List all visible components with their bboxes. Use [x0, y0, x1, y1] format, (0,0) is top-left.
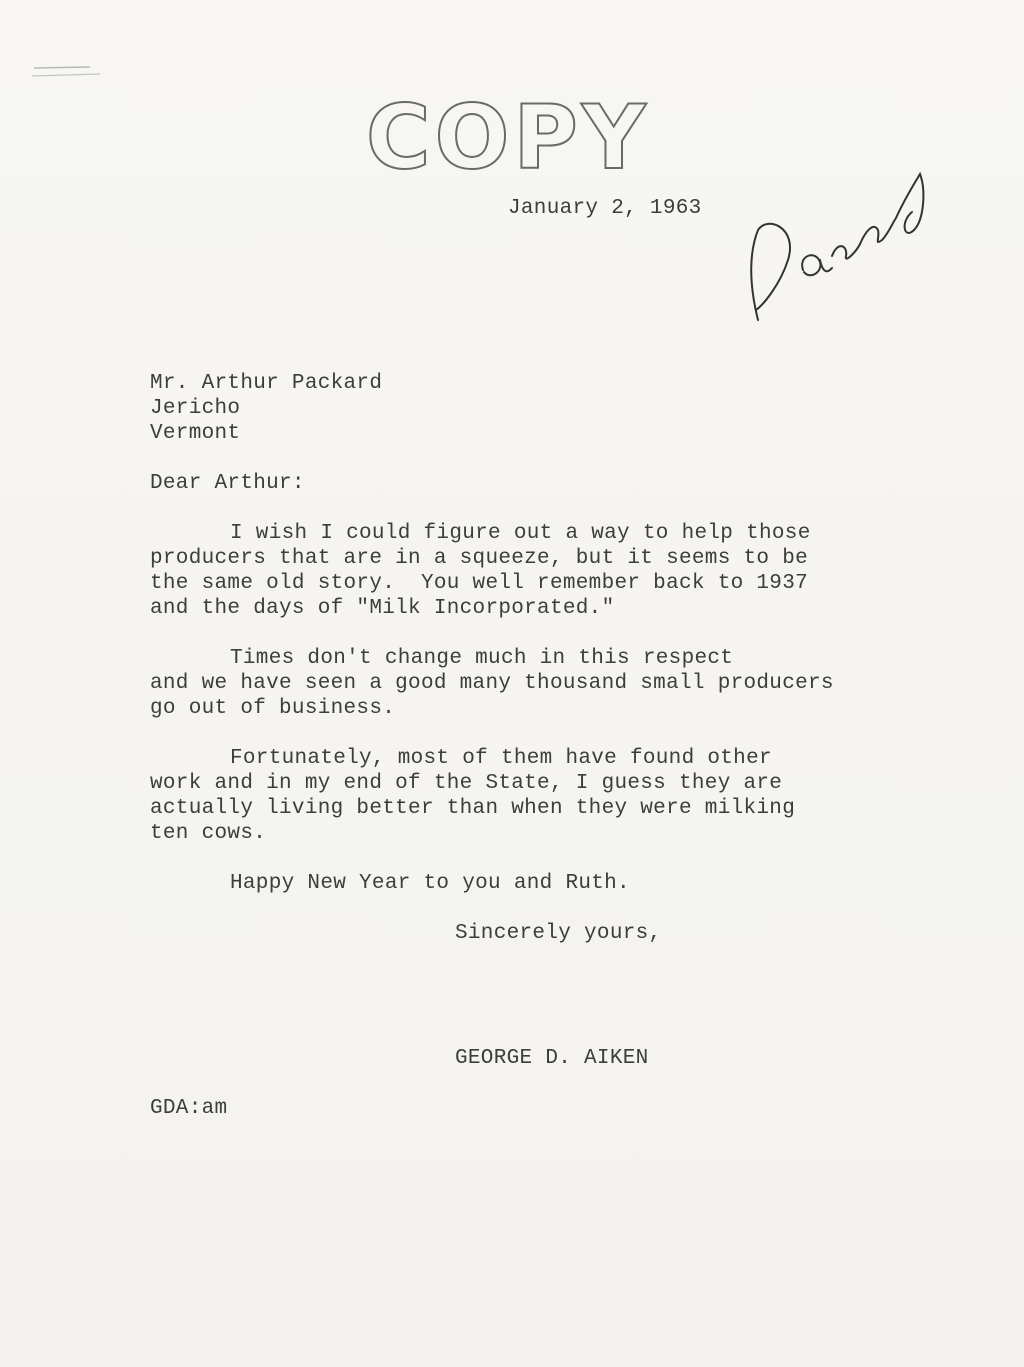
- recipient-name: Mr. Arthur Packard: [150, 372, 383, 395]
- signer-name: GEORGE D. AIKEN: [455, 1047, 649, 1070]
- new-year-greeting: Happy New Year to you and Ruth.: [230, 872, 630, 895]
- recipient-state: Vermont: [150, 422, 241, 445]
- typist-initials: GDA:am: [150, 1097, 228, 1120]
- paragraph1-line: the same old story. You well remember back to 1937: [150, 572, 809, 595]
- paragraph3-line: Fortunately, most of them have found other: [230, 747, 772, 770]
- margin-smudge: [30, 62, 110, 82]
- paragraph2-line: and we have seen a good many thousand small producers: [150, 672, 834, 695]
- letter-date: January 2, 1963: [508, 197, 702, 220]
- paragraph3-line: ten cows.: [150, 822, 267, 845]
- complimentary-close: Sincerely yours,: [455, 922, 662, 945]
- copy-stamp: COPY: [366, 86, 650, 189]
- salutation: Dear Arthur:: [150, 472, 305, 495]
- paragraph3-line: work and in my end of the State, I guess they are: [150, 772, 783, 795]
- recipient-town: Jericho: [150, 397, 241, 420]
- paragraph2-line: Times don't change much in this respect: [230, 647, 734, 670]
- paragraph1-line: and the days of "Milk Incorporated.": [150, 597, 615, 620]
- paragraph1-line: producers that are in a squeeze, but it seems to be: [150, 547, 809, 570]
- paragraph3-line: actually living better than when they were milking: [150, 797, 796, 820]
- handwritten-annotation-dairy: [728, 160, 948, 330]
- paragraph1-line: I wish I could figure out a way to help those: [230, 522, 811, 545]
- paragraph2-line: go out of business.: [150, 697, 396, 720]
